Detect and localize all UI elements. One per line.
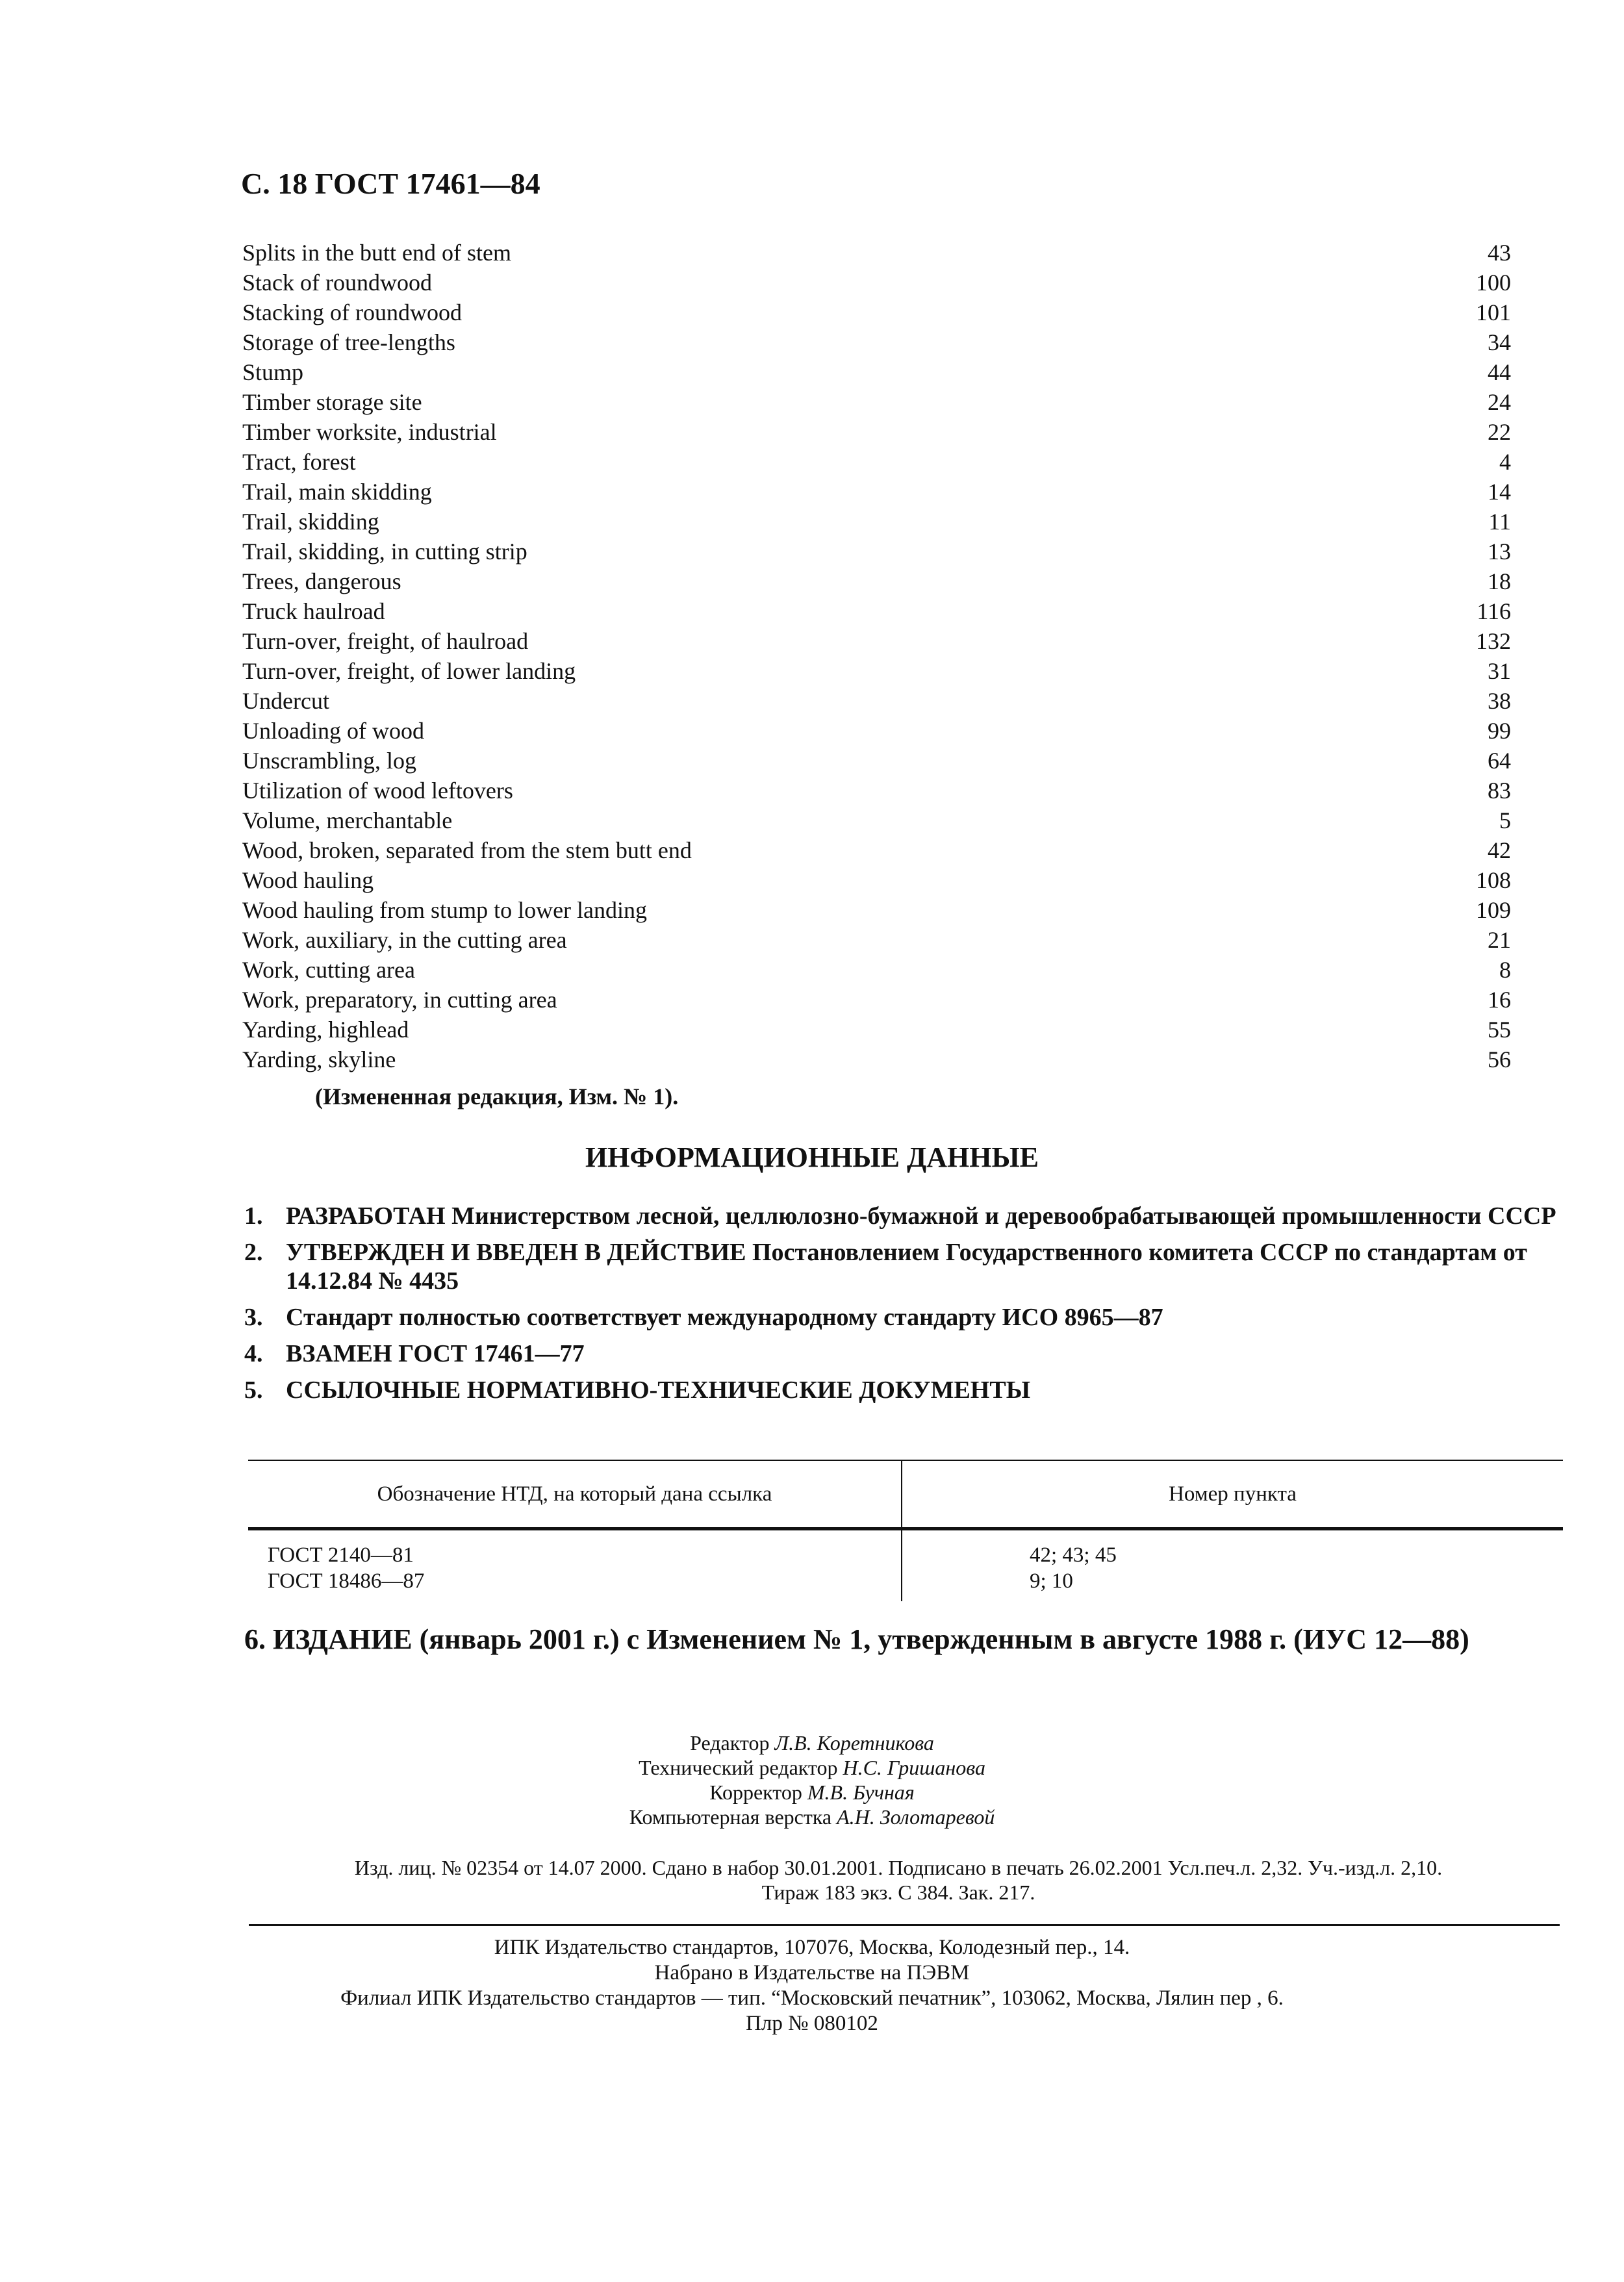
index-number: 101 (1476, 299, 1511, 325)
index-term: Turn-over, freight, of haulroad (242, 628, 529, 654)
index-term: Truck haulroad (242, 598, 385, 624)
publication-line: Тираж 183 экз. С 384. Зак. 217. (761, 1881, 1035, 1904)
index-number: 132 (1476, 628, 1511, 654)
column-header: Номер пункта (902, 1460, 1563, 1529)
index-row (242, 268, 1511, 298)
index-term: Stump (242, 359, 304, 385)
index-row (242, 895, 1511, 925)
index-number: 83 (1488, 778, 1511, 804)
info-items (244, 1202, 1556, 1412)
index-row (242, 716, 1511, 746)
amendment-note: (Измененная редакция, Изм. № 1). (315, 1084, 679, 1109)
index-number: 24 (1488, 389, 1511, 415)
imprint-role: Компьютерная верстка (629, 1805, 837, 1829)
index-term: Unloading of wood (242, 718, 424, 744)
index-term: Trail, main skidding (242, 479, 432, 505)
index-term: Volume, merchantable (242, 807, 453, 833)
index-number: 109 (1476, 897, 1511, 923)
index-term: Work, cutting area (242, 957, 415, 983)
index-number: 38 (1488, 688, 1511, 714)
index-row (242, 955, 1511, 985)
index-row (242, 537, 1511, 566)
index-term: Yarding, highlead (242, 1017, 409, 1043)
index-row (242, 298, 1511, 327)
info-item (244, 1238, 1556, 1295)
index-number: 4 (1499, 449, 1511, 475)
index-number: 64 (1488, 748, 1511, 774)
point-number: 9; 10 (1030, 1569, 1073, 1593)
index-row (242, 327, 1511, 357)
index-term: Storage of tree-lengths (242, 329, 455, 355)
index-number: 31 (1488, 658, 1511, 684)
index-number: 116 (1477, 598, 1511, 624)
index-term: Turn-over, freight, of lower landing (242, 658, 576, 684)
index-term: Yarding, skyline (242, 1046, 396, 1072)
index-row (242, 1045, 1511, 1074)
index-term: Work, auxiliary, in the cutting area (242, 927, 567, 953)
imprint-name: М.В. Бучная (807, 1781, 915, 1804)
footer-line: Филиал ИПК Издательство стандартов — тип. “Московский печатник”, 103062, Москва, Лялин пер , 6. (340, 1986, 1284, 2010)
index-term: Work, preparatory, in cutting area (242, 987, 557, 1013)
index-term: Stack of roundwood (242, 270, 432, 296)
index-term: Wood, broken, separated from the stem butt end (242, 837, 692, 863)
index-number: 5 (1499, 807, 1511, 833)
index-row (242, 238, 1511, 268)
index-row (242, 865, 1511, 895)
term-index (242, 238, 1511, 1074)
index-row (242, 626, 1511, 656)
index-term: Utilization of wood leftovers (242, 778, 513, 804)
index-row (242, 477, 1511, 507)
index-number: 42 (1488, 837, 1511, 863)
index-number: 108 (1476, 867, 1511, 893)
imprint-role: Технический редактор (639, 1756, 843, 1779)
imprint-name: Н.С. Гришанова (843, 1756, 985, 1779)
index-term: Trail, skidding, in cutting strip (242, 539, 527, 564)
index-number: 34 (1488, 329, 1511, 355)
imprint-line (0, 1805, 1624, 1829)
index-number: 18 (1488, 568, 1511, 594)
imprint-name: Л.В. Коретникова (774, 1731, 934, 1755)
footer-line: ИПК Издательство стандартов, 107076, Москва, Колодезный пер., 14. (494, 1936, 1130, 1959)
point-number: 42; 43; 45 (1030, 1543, 1117, 1567)
index-term: Stacking of roundwood (242, 299, 462, 325)
index-number: 16 (1488, 987, 1511, 1013)
index-row (242, 925, 1511, 955)
doc-designation: ГОСТ 18486—87 (268, 1569, 425, 1593)
index-number: 13 (1488, 539, 1511, 564)
imprint-role: Редактор (690, 1731, 775, 1755)
index-term: Unscrambling, log (242, 748, 416, 774)
item-text: Министерством лесной, целлюлозно-бумажной и деревообрабатывающей промышленности СССР (445, 1202, 1556, 1230)
index-term: Trail, skidding (242, 509, 379, 535)
index-row (242, 835, 1511, 865)
index-number: 21 (1488, 927, 1511, 953)
edition-line: 6. ИЗДАНИЕ (январь 2001 г.) с Изменением № 1, утвержденным в августе 1988 г. (ИУС 12—88) (244, 1623, 1469, 1655)
index-row (242, 387, 1511, 417)
index-number: 56 (1488, 1046, 1511, 1072)
point-cell (902, 1529, 1563, 1602)
index-row (242, 566, 1511, 596)
index-row (242, 357, 1511, 387)
info-item (244, 1202, 1556, 1230)
info-item (244, 1376, 1556, 1404)
item-heading: ВЗАМЕН ГОСТ 17461—77 (286, 1340, 585, 1367)
item-number: 4. (244, 1340, 263, 1367)
index-term: Tract, forest (242, 449, 356, 475)
item-heading: РАЗРАБОТАН (286, 1202, 446, 1230)
index-term: Trees, dangerous (242, 568, 401, 594)
index-term: Splits in the butt end of stem (242, 240, 511, 266)
index-row (242, 985, 1511, 1015)
doc-cell (248, 1529, 902, 1602)
column-header: Обозначение НТД, на который дана ссылка (248, 1460, 902, 1529)
reference-table (248, 1460, 1563, 1601)
divider (249, 1924, 1560, 1926)
index-row (242, 686, 1511, 716)
item-heading: УТВЕРЖДЕН И ВВЕДЕН В ДЕЙСТВИЕ (286, 1239, 746, 1266)
index-term: Timber storage site (242, 389, 422, 415)
doc-designation: ГОСТ 2140—81 (268, 1543, 414, 1567)
info-item (244, 1303, 1556, 1332)
index-row (242, 746, 1511, 776)
publisher-footer (0, 1935, 1624, 2036)
item-number: 2. (244, 1239, 263, 1266)
index-number: 14 (1488, 479, 1511, 505)
item-text: Постановлением Государственного комитета СССР по стандартам от 14.12.84 № 4435 (286, 1239, 1527, 1295)
index-row (242, 805, 1511, 835)
imprint-line (0, 1780, 1624, 1805)
index-row (242, 507, 1511, 537)
imprint-line (0, 1755, 1624, 1780)
section-title: ИНФОРМАЦИОННЫЕ ДАННЫЕ (585, 1141, 1039, 1173)
imprint-name: А.Н. Золотаревой (837, 1805, 995, 1829)
index-row (242, 776, 1511, 805)
index-number: 100 (1476, 270, 1511, 296)
index-number: 22 (1488, 419, 1511, 445)
item-text: Стандарт полностью соответствует международному стандарту ИСО 8965—87 (286, 1304, 1163, 1331)
index-number: 43 (1488, 240, 1511, 266)
index-number: 99 (1488, 718, 1511, 744)
publication-details (249, 1855, 1548, 1905)
item-number: 5. (244, 1376, 263, 1404)
index-term: Wood hauling from stump to lower landing (242, 897, 648, 923)
imprint-line (0, 1731, 1624, 1755)
index-number: 44 (1488, 359, 1511, 385)
index-row (242, 656, 1511, 686)
publication-line: Изд. лиц. № 02354 от 14.07 2000. Сдано в набор 30.01.2001. Подписано в печать 26.02.2001 Усл.печ.л. 2,32. Уч.-изд.л. 2,10. (354, 1856, 1443, 1879)
item-heading: ССЫЛОЧНЫЕ НОРМАТИВНО-ТЕХНИЧЕСКИЕ ДОКУМЕНТЫ (286, 1376, 1031, 1404)
imprint-block (0, 1731, 1624, 1829)
footer-line: Набрано в Издательстве на ПЭВМ (654, 1961, 970, 1984)
footer-line: Плр № 080102 (746, 2012, 878, 2035)
page-header: С. 18 ГОСТ 17461—84 (241, 167, 540, 200)
index-row (242, 596, 1511, 626)
index-term: Timber worksite, industrial (242, 419, 497, 445)
imprint-role: Корректор (709, 1781, 807, 1804)
item-number: 1. (244, 1202, 263, 1230)
index-row (242, 417, 1511, 447)
index-number: 11 (1488, 509, 1511, 535)
index-number: 55 (1488, 1017, 1511, 1043)
item-number: 3. (244, 1304, 263, 1331)
index-term: Wood hauling (242, 867, 374, 893)
index-number: 8 (1499, 957, 1511, 983)
info-item (244, 1339, 1556, 1368)
index-row (242, 447, 1511, 477)
index-term: Undercut (242, 688, 329, 714)
index-row (242, 1015, 1511, 1045)
table-row (248, 1529, 1563, 1602)
